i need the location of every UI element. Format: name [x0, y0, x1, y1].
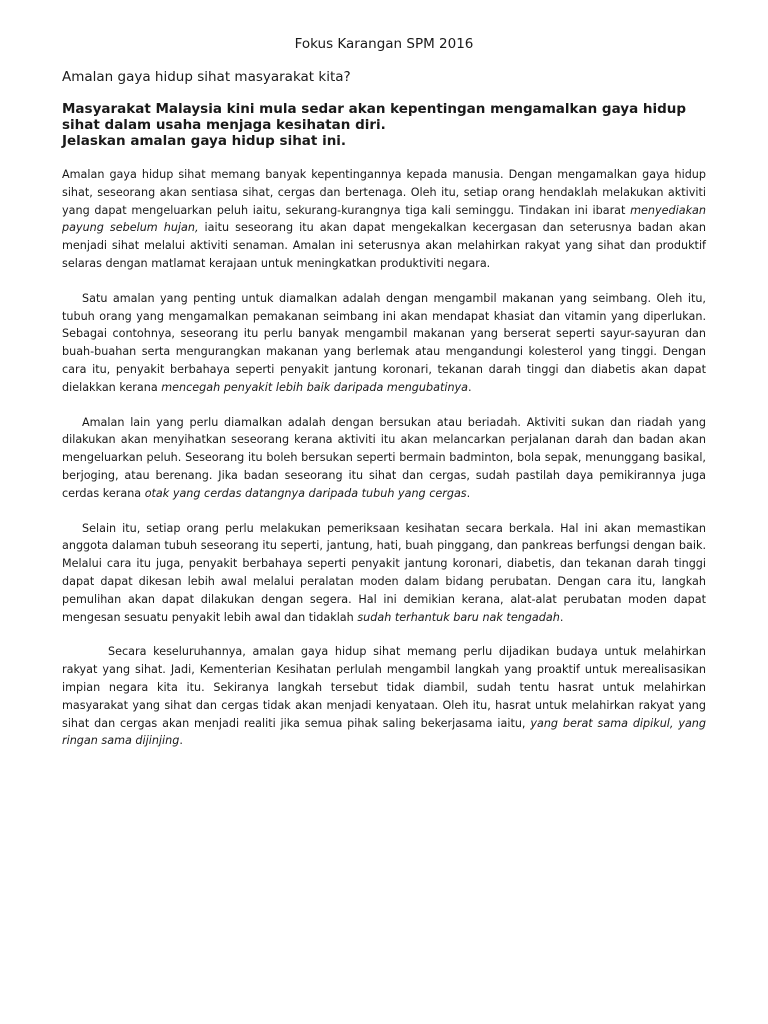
paragraph-conclusion: [62, 643, 706, 750]
peribahasa: mencegah penyakit lebih baik daripada mengubatinya: [161, 380, 469, 394]
peribahasa: yang berat sama dipikul, yang ringan sama dijinjing: [62, 716, 706, 748]
peribahasa: otak yang cerdas datangnya daripada tubuh yang cergas: [144, 486, 467, 500]
paragraph-text: .: [179, 734, 183, 748]
paragraph-text: Selain itu, setiap orang perlu melakukan pemeriksaan kesihatan secara berkala. Hal ini akan memastikan anggota dalaman tubuh seseorang itu seperti, jantung, hati, buah pinggang, dan pankreas berfungsi dengan baik. Melalui cara itu juga, penyakit berbahaya seperti penyakit jantung koronari, diabetis, dan tekanan darah tinggi dapat dapat dikesan lebih awal melalui peralatan moden dalam bidang perubatan. Dengan cara itu, langkah pemulihan akan dapat dilakukan dengan segera. Hal ini demikian kerana, alat-alat perubatan moden dapat mengesan sesuatu penyakit lebih awal dan tidaklah: [62, 521, 706, 624]
document-header: Fokus Karangan SPM 2016: [294, 36, 474, 52]
paragraph-text: Amalan lain yang perlu diamalkan adalah dengan bersukan atau beriadah. Aktiviti sukan dan riadah yang dilakukan akan menyihatkan seseorang kerana aktiviti itu akan melancarkan perjalanan darah dan badan akan mengeluarkan peluh. Seseorang itu boleh bersukan seperti bermain badminton, bola sepak, menunggang basikal, berjoging, atau berenang. Jika badan seseorang itu sihat dan cergas, sudah pastilah daya pemikirannya juga cerdas kerana: [62, 415, 706, 500]
essay-question: Amalan gaya hidup sihat masyarakat kita?: [62, 69, 351, 85]
prompt-line: Jelaskan amalan gaya hidup sihat ini.: [62, 133, 347, 149]
peribahasa: menyediakan payung sebelum hujan,: [62, 203, 706, 235]
paragraph-sports: [62, 414, 706, 503]
paragraph-text: .: [466, 486, 471, 500]
paragraph-text: Secara keseluruhannya, amalan gaya hidup sihat memang perlu dijadikan budaya untuk melahirkan rakyat yang sihat. Jadi, Kementerian Kesihatan perlulah mengambil langkah yang proaktif untuk merealisasikan impian negara kita itu. Sekiranya langkah tersebut tidak diambil, sudah tentu hasrat untuk melahirkan masyarakat yang sihat dan cergas tidak akan menjadi kenyataan. Oleh itu, hasrat untuk melahirkan rakyat yang sihat dan cergas akan menjadi realiti jika semua pihak saling bekerjasama iaitu,: [62, 645, 706, 730]
prompt-line: Masyarakat Malaysia kini mula sedar akan kepentingan mengamalkan gaya hidup: [62, 101, 687, 117]
paragraph-text: Amalan gaya hidup sihat memang banyak kepentingannya kepada manusia. Dengan mengamalkan gaya hidup sihat, seseorang akan sentiasa sihat, cergas dan bertenaga. Oleh itu, setiap orang hendaklah melakukan aktiviti yang dapat mengeluarkan peluh iaitu, sekurang-kurangnya tiga kali seminggu. Tindakan ini ibarat: [62, 168, 706, 217]
paragraph-text: Satu amalan yang penting untuk diamalkan adalah dengan mengambil makanan yang seimbang. Oleh itu, tubuh orang yang mengamalkan pemakanan seimbang ini akan mendapat khasiat dan vitamin yang diperlukan. Sebagai contohnya, seseorang itu perlu banyak mengambil makanan yang berserat seperti sayur-sayuran dan buah-buahan serta mengurangkan makanan yang berlemak atau mengandungi kolesterol yang tinggi. Dengan cara itu, penyakit berbahaya seperti penyakit jantung koronari, tekanan darah tinggi dan diabetis akan dapat dielakkan kerana: [62, 291, 706, 394]
paragraph-text: .: [559, 610, 564, 624]
paragraph-text: .: [468, 380, 472, 394]
paragraph-introduction: [62, 166, 706, 273]
document-page: [62, 36, 706, 767]
essay-prompt: [62, 101, 706, 149]
paragraph-text: iaitu seseorang itu akan dapat mengekalkan kecergasan dan seterusnya badan akan menjadi sihat melalui aktiviti senaman. Amalan ini seterusnya akan melahirkan rakyat yang sihat dan produktif selaras dengan matlamat kerajaan untuk meningkatkan produktiviti negara.: [62, 221, 706, 270]
peribahasa: sudah terhantuk baru nak tengadah: [357, 610, 560, 624]
paragraph-balanced-diet: [62, 290, 706, 397]
prompt-line: sihat dalam usaha menjaga kesihatan diri.: [62, 117, 386, 133]
paragraph-health-checkup: [62, 520, 706, 627]
